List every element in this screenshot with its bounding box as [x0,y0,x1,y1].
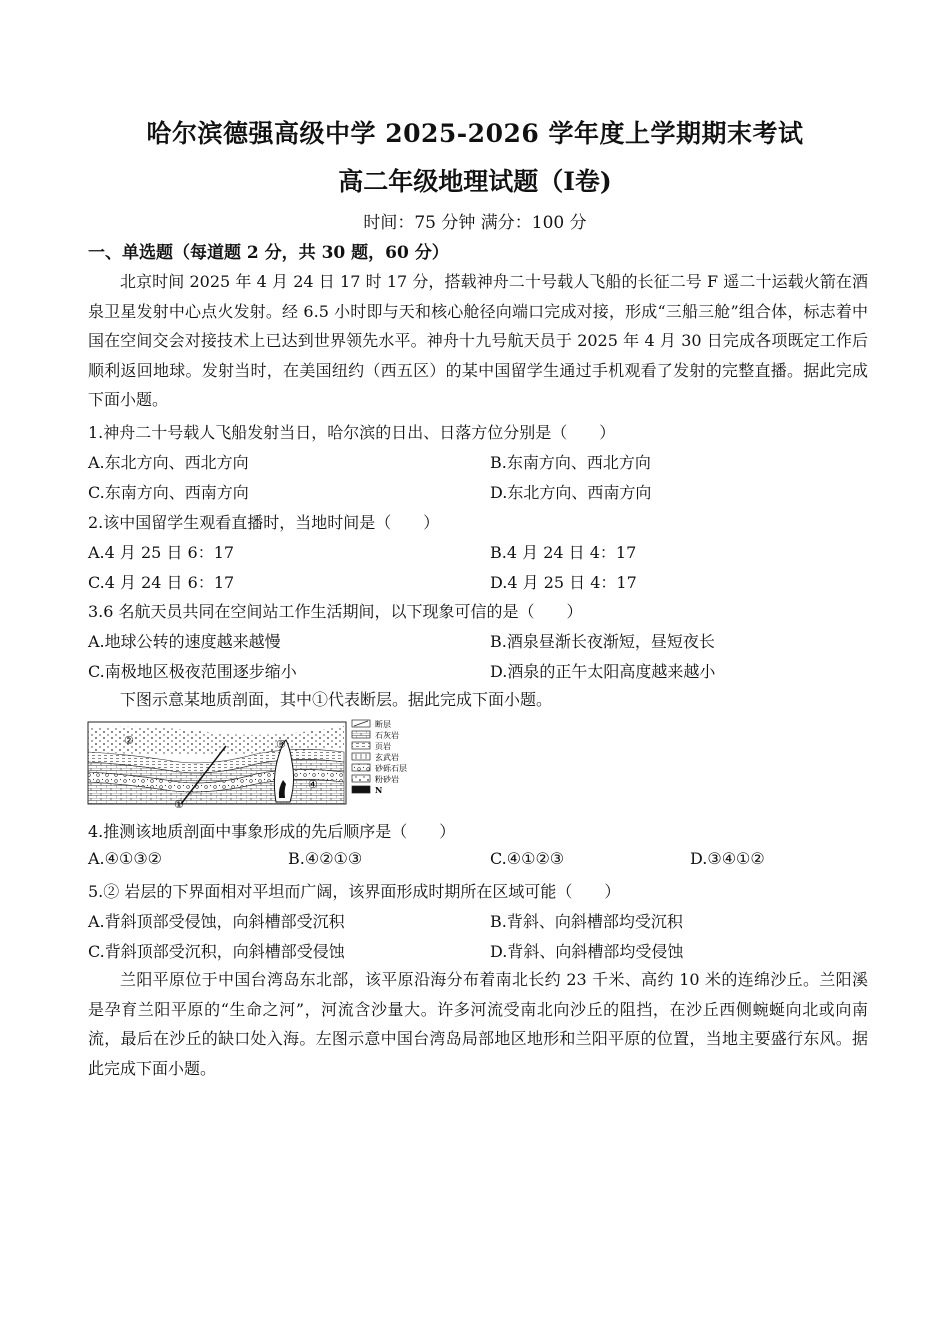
exam-subtitle: 高二年级地理试题（Ⅰ卷) [338,167,612,196]
legend-gravel: 砂砾石层 [375,764,407,773]
passage-lanyang: 兰阳平原位于中国台湾岛东北部，该平原沿海分布着南北长约 23 千米、高约 10 米的连绵沙丘。兰阳溪是孕育兰阳平原的“生命之河”，河流含沙量大。许多河流受南北向沙丘的阻挡，在沙丘西侧蜿蜒向北或向南流，最后在沙丘的缺口处入海。左图示意中国台湾岛局部地区地形和兰阳平原的位置，当地主要盛行东风。据此完成下面小题。 [88,970,868,1078]
question-5-stem: 5.② 岩层的下界面相对平坦而广阔，该界面形成时期所在区域可能（ ） [88,882,621,901]
exam-title: 哈尔滨德强高级中学 2025-2026 学年度上学期期末考试 [146,119,804,148]
question-5-option-a: A.背斜顶部受侵蚀，向斜槽部受沉积 [88,912,345,931]
question-4-option-b: B.④②①③ [288,849,363,868]
legend-limestone: 石灰岩 [375,731,399,740]
question-4-stem: 4.推测该地质剖面中事象形成的先后顺序是（ ） [88,822,456,841]
question-2-option-b: B.4 月 24 日 4：17 [490,543,637,562]
section-heading: 一、单选题（每道题 2 分，共 30 题，60 分） [88,243,449,263]
legend-siltstone: 粉砂岩 [375,775,399,784]
question-4-option-d: D.③④①② [690,849,765,868]
question-1-option-b: B.东南方向、西北方向 [490,453,651,472]
legend-n: N [375,785,383,795]
question-5-option-c: C.背斜顶部受沉积，向斜槽部受侵蚀 [88,942,345,961]
question-3-option-c: C.南极地区极夜范围逐步缩小 [88,662,297,681]
marker-3: ③ [276,738,286,751]
question-5-option-d: D.背斜、向斜槽部均受侵蚀 [490,942,684,961]
question-3-stem: 3.6 名航天员共同在空间站工作生活期间，以下现象可信的是（ ） [88,602,583,621]
question-5-option-b: B.背斜、向斜槽部均受沉积 [490,912,683,931]
question-1-option-c: C.东南方向、西南方向 [88,483,249,502]
legend-fault: 断层 [375,720,391,729]
question-1-stem: 1.神舟二十号载人飞船发射当日，哈尔滨的日出、日落方位分别是（ ） [88,423,616,442]
question-2-option-a: A.4 月 25 日 6：17 [88,543,235,562]
question-1-option-a: A.东北方向、西北方向 [88,453,249,472]
question-2-stem: 2.该中国留学生观看直播时，当地时间是（ ） [88,513,440,532]
question-2-option-d: D.4 月 25 日 4：17 [490,573,637,592]
geologic-section-figure [86,718,426,810]
question-2-option-c: C.4 月 24 日 6：17 [88,573,235,592]
time-info: 时间：75 分钟 满分：100 分 [363,213,587,233]
passage-geology: 下图示意某地质剖面，其中①代表断层。据此完成下面小题。 [120,690,553,709]
question-4-option-c: C.④①②③ [490,849,565,868]
marker-1: ① [174,798,184,810]
question-3-option-b: B.酒泉昼渐长夜渐短，昼短夜长 [490,632,715,651]
figure-legend [352,719,407,795]
question-1-option-d: D.东北方向、西南方向 [490,483,652,502]
legend-shale: 页岩 [375,742,391,751]
question-3-option-d: D.酒泉的正午太阳高度越来越小 [490,662,716,681]
marker-2: ② [124,734,134,747]
legend-basalt: 玄武岩 [375,753,399,762]
question-3-option-a: A.地球公转的速度越来越慢 [88,632,281,651]
passage-shenzhou: 北京时间 2025 年 4 月 24 日 17 时 17 分，搭载神舟二十号载人飞船的长征二号 F 遥二十运载火箭在酒泉卫星发射中心点火发射。经 6.5 小时即与天和核心舱径向端口完成对接，形成“三船三舱”组合体，标志着中国在空间交会对接技术上已达到世界领先水平。神舟十九号航天员于 2025 年 4 月 30 日完成各项既定工作后顺利返回地球。发射当时，在美国纽约（西五区）的某中国留学生通过手机观看了发射的完整直播。据此完成下面小题。 [88,272,868,409]
marker-4: ④ [308,778,318,791]
question-4-option-a: A.④①③② [88,849,163,868]
